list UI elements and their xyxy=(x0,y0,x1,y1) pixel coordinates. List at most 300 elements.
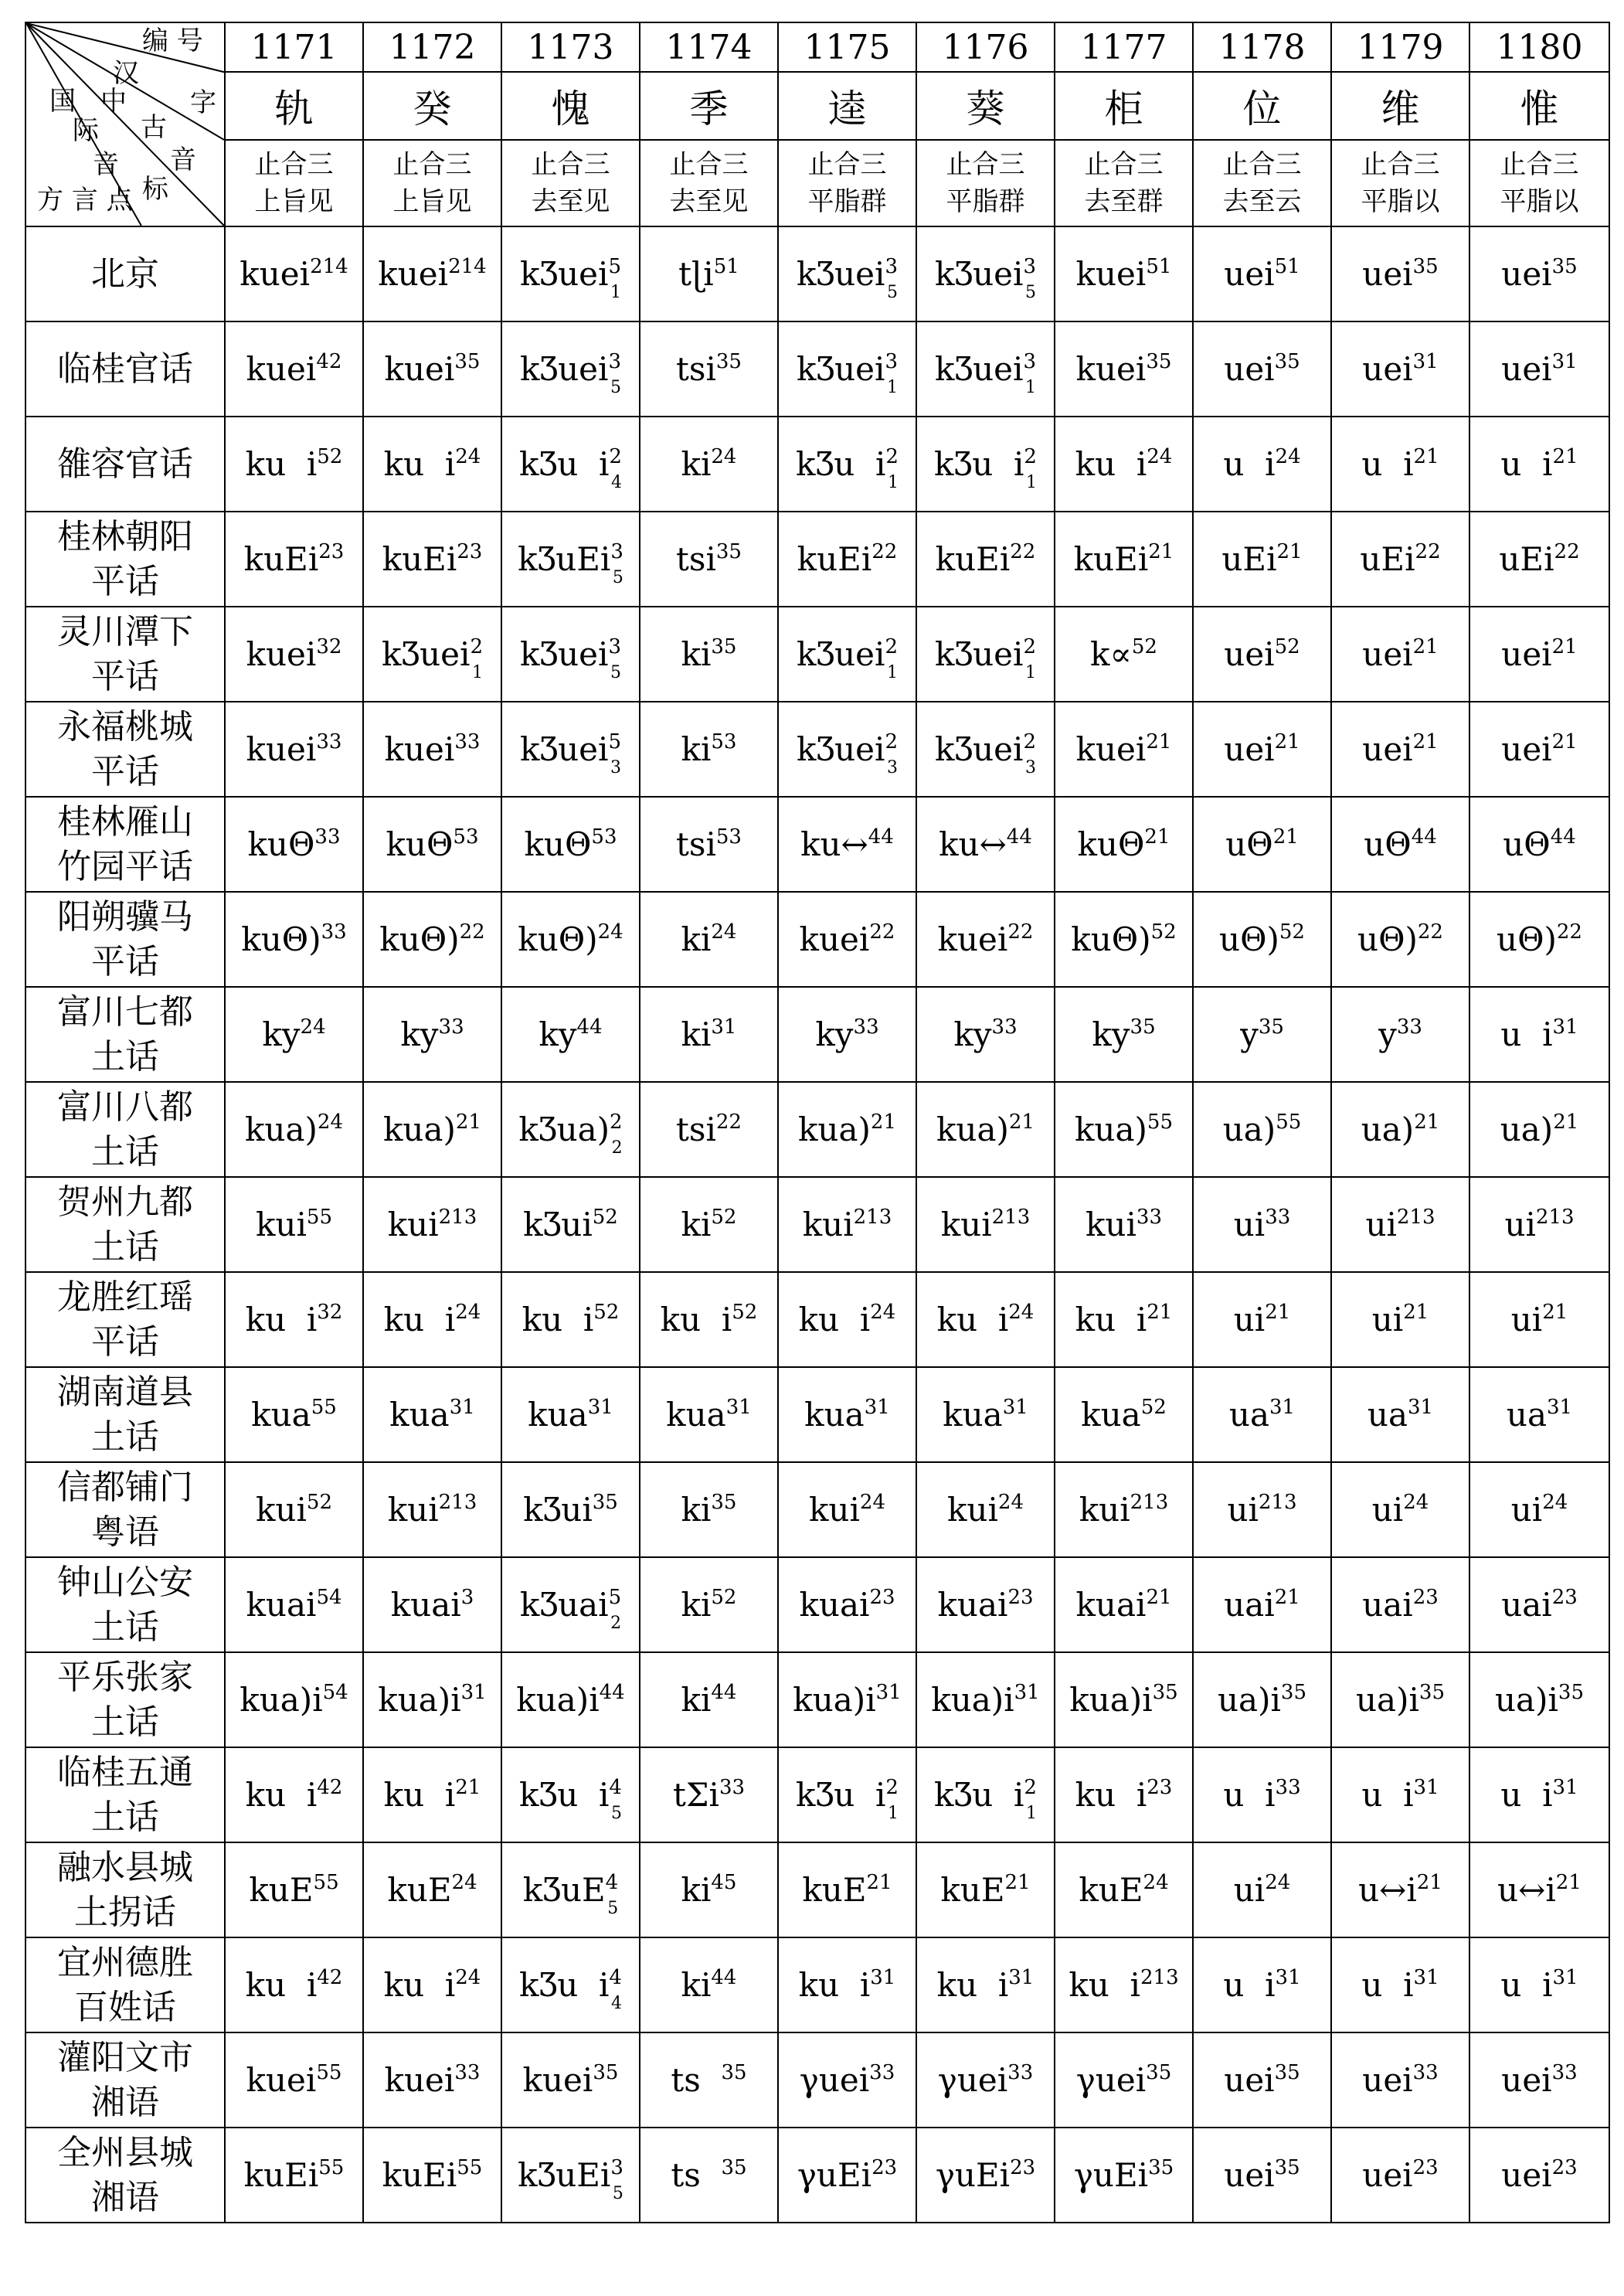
ipa-base: kuE xyxy=(802,1871,867,1909)
tone-value: 35 xyxy=(1152,1681,1178,1704)
tone-value: 42 xyxy=(317,1966,343,1989)
place-line: 土拐话 xyxy=(74,1892,176,1932)
phonetic-cell xyxy=(916,702,1055,797)
ipa-base: u i xyxy=(1500,445,1553,483)
category-line-1: 止合三 xyxy=(1222,149,1302,180)
phonetic-cell xyxy=(1469,1177,1609,1272)
phonetic-cell xyxy=(640,987,778,1082)
ipa-base: kuEi xyxy=(382,540,457,578)
ipa-base: ku i xyxy=(245,1301,318,1338)
phonetic-cell xyxy=(501,1082,640,1177)
tone-value: 55 xyxy=(457,2156,483,2179)
phonetic-cell xyxy=(363,892,501,987)
ipa-base: u i xyxy=(1223,445,1276,483)
tone-value: 35 xyxy=(715,540,742,563)
table-row xyxy=(25,1367,1609,1462)
phonetic-cell xyxy=(1331,1937,1469,2032)
ipa-base: kuΘ) xyxy=(379,920,460,958)
ipa-base: γuEi xyxy=(935,2156,1011,2194)
tone-value: 213 xyxy=(1258,1491,1297,1514)
tone-value: 23 xyxy=(1551,2156,1578,2179)
phonetic-cell xyxy=(640,512,778,607)
tone-value: 23 xyxy=(1147,1776,1173,1799)
place-line: 湘语 xyxy=(91,2177,159,2217)
phonetic-cell xyxy=(1193,1367,1331,1462)
phonetic-cell xyxy=(363,1177,501,1272)
phonetic-cell xyxy=(640,607,778,702)
phonetic-cell xyxy=(225,1747,363,1842)
column-number: 1174 xyxy=(640,22,778,72)
tone-value: 35 xyxy=(1280,1681,1306,1704)
phonetic-cell xyxy=(363,1367,501,1462)
ipa-base: kuai xyxy=(799,1586,870,1624)
ipa-base: u i xyxy=(1500,1015,1553,1053)
phonetic-cell xyxy=(778,2032,916,2128)
tone-value: 24 xyxy=(455,1301,481,1324)
ipa-base: uEi xyxy=(1499,540,1554,578)
phonetic-cell xyxy=(1469,1652,1609,1747)
tone-value: 23 xyxy=(1412,2156,1439,2179)
phonetic-cell xyxy=(225,2032,363,2128)
ipa-base: u i xyxy=(1223,1966,1276,2004)
tone-value: 24 xyxy=(997,1491,1024,1514)
corner-header xyxy=(25,22,225,226)
tone-value: 3 xyxy=(885,255,899,278)
corner-label-guo: 国 xyxy=(49,86,76,117)
tone-value: 44 xyxy=(599,1681,625,1704)
column-category xyxy=(363,140,501,226)
ipa-base: uei xyxy=(1224,730,1275,768)
phonetic-cell xyxy=(778,2128,916,2223)
table-row xyxy=(25,1842,1609,1937)
tone-value: 32 xyxy=(316,635,342,658)
phonetic-cell xyxy=(640,892,778,987)
tone-value: 21 xyxy=(1412,730,1439,753)
tone-value: 51 xyxy=(1146,255,1172,278)
phonetic-cell xyxy=(1055,2128,1193,2223)
tone-value: 35 xyxy=(1558,1681,1584,1704)
phonetic-cell xyxy=(778,1272,916,1367)
phonetic-cell xyxy=(1193,2128,1331,2223)
tone-value: 3 xyxy=(460,1586,474,1609)
place-line: 平话 xyxy=(91,751,159,791)
tone-value: 52 xyxy=(1279,920,1305,944)
phonetic-cell xyxy=(225,1462,363,1557)
place-line: 钟山公安 xyxy=(57,1562,193,1602)
corner-label-yin1: 音 xyxy=(93,149,119,180)
subscript-value: 1 xyxy=(887,473,899,492)
tone-value: 21 xyxy=(1146,730,1172,753)
place-line: 平话 xyxy=(91,656,159,696)
phonetic-cell xyxy=(1055,607,1193,702)
ipa-base: kuei xyxy=(246,350,317,388)
phonetic-cell xyxy=(501,1462,640,1557)
tone-value: 24 xyxy=(597,920,623,944)
ipa-base: uei xyxy=(1362,255,1413,293)
ipa-base: ui xyxy=(1510,1491,1543,1529)
tone-value: 44 xyxy=(1550,825,1576,849)
tone-value: 52 xyxy=(732,1301,758,1324)
phonetic-cell xyxy=(225,1652,363,1747)
phonetic-cell xyxy=(778,1367,916,1462)
ipa-base: uei xyxy=(1501,2156,1552,2194)
phonetic-cell xyxy=(778,1462,916,1557)
phonetic-cell xyxy=(225,1557,363,1652)
ipa-base: ku i xyxy=(1075,1301,1147,1338)
header-row-characters xyxy=(25,72,1609,140)
phonetic-cell xyxy=(640,1747,778,1842)
phonetic-cell xyxy=(916,2128,1055,2223)
category-line-1: 止合三 xyxy=(946,149,1025,180)
phonetic-cell xyxy=(640,1272,778,1367)
ipa-base: ky xyxy=(1092,1015,1130,1053)
phonetic-cell xyxy=(1469,702,1609,797)
corner-label-han: 汉 xyxy=(113,58,139,89)
phonetic-cell xyxy=(225,1177,363,1272)
ipa-base: ui xyxy=(1365,1206,1397,1243)
tone-value: 33 xyxy=(719,1776,746,1799)
tone-value: 24 xyxy=(1147,445,1173,468)
table-row xyxy=(25,1082,1609,1177)
ipa-base: ui xyxy=(1371,1301,1404,1338)
tone-value: 4 xyxy=(605,1871,619,1894)
tone-value: 35 xyxy=(1258,1015,1284,1039)
phonetic-cell xyxy=(778,702,916,797)
category-line-2: 平脂群 xyxy=(946,186,1025,217)
corner-label-biao: 标 xyxy=(142,174,168,205)
phonetic-cell xyxy=(916,512,1055,607)
column-number: 1177 xyxy=(1055,22,1193,72)
tone-value: 31 xyxy=(460,1681,487,1704)
phonetic-cell xyxy=(1331,987,1469,1082)
place-line: 阳朔骥马 xyxy=(57,896,193,937)
tone-value: 35 xyxy=(1274,2156,1300,2179)
column-number: 1171 xyxy=(225,22,363,72)
dialect-place xyxy=(25,797,225,892)
column-number: 1172 xyxy=(363,22,501,72)
phonetic-cell xyxy=(916,1747,1055,1842)
column-character: 愧 xyxy=(501,72,640,140)
dialect-table xyxy=(25,22,1610,2223)
column-category xyxy=(1055,140,1193,226)
subscript-value: 5 xyxy=(612,568,623,587)
phonetic-cell xyxy=(778,1557,916,1652)
tone-value: 21 xyxy=(1551,730,1578,753)
phonetic-cell xyxy=(225,1937,363,2032)
subscript-value: 1 xyxy=(610,283,622,302)
tone-value: 51 xyxy=(713,255,739,278)
ipa-base: kuE xyxy=(249,1871,314,1909)
tone-value: 35 xyxy=(715,350,742,373)
table-row xyxy=(25,2128,1609,2223)
ipa-base: kuei xyxy=(1075,255,1147,293)
corner-label-zi: 字 xyxy=(190,87,216,118)
ipa-base: uei xyxy=(1224,350,1275,388)
tone-value: 35 xyxy=(592,1491,618,1514)
tone-value: 31 xyxy=(725,1396,752,1419)
phonetic-cell xyxy=(1469,1842,1609,1937)
ipa-base: kuai xyxy=(1075,1586,1147,1624)
tone-value: 214 xyxy=(310,255,348,278)
column-number: 1176 xyxy=(916,22,1055,72)
phonetic-cell xyxy=(1469,1367,1609,1462)
tone-value: 33 xyxy=(869,2061,895,2084)
phonetic-cell xyxy=(916,892,1055,987)
ipa-base: ku i xyxy=(245,1966,318,2004)
category-line-2: 去至见 xyxy=(531,186,610,217)
subscript-value: 5 xyxy=(1025,283,1037,302)
ipa-base: kuE xyxy=(387,1871,452,1909)
ipa-base: kua xyxy=(943,1396,1003,1434)
ipa-base: u i xyxy=(1500,1776,1553,1814)
phonetic-cell xyxy=(501,797,640,892)
ipa-base: ua xyxy=(1367,1396,1408,1434)
ipa-base: ku i xyxy=(245,1776,318,1814)
phonetic-cell xyxy=(1331,321,1469,417)
ipa-base: ky xyxy=(539,1015,577,1053)
phonetic-cell xyxy=(1331,1747,1469,1842)
ipa-base: kua) xyxy=(936,1111,1009,1148)
ipa-base: ui xyxy=(1233,1871,1266,1909)
table-row xyxy=(25,1462,1609,1557)
ipa-base: uei xyxy=(1224,2061,1275,2099)
category-line-2: 上旨见 xyxy=(254,186,334,217)
phonetic-cell xyxy=(778,987,916,1082)
place-line: 贺州九都 xyxy=(57,1182,193,1222)
tone-value: 213 xyxy=(853,1206,892,1229)
phonetic-cell xyxy=(778,1747,916,1842)
ipa-base: kuEi xyxy=(935,540,1011,578)
phonetic-cell xyxy=(501,2128,640,2223)
tone-value: 5 xyxy=(608,730,622,753)
ipa-base: ui xyxy=(1233,1206,1266,1243)
phonetic-cell xyxy=(1331,1652,1469,1747)
tone-value: 24 xyxy=(317,1111,344,1134)
ipa-base: tɭi xyxy=(678,255,714,293)
tone-value: 35 xyxy=(1274,350,1300,373)
phonetic-cell xyxy=(1055,797,1193,892)
tone-value: 35 xyxy=(1146,2061,1172,2084)
subscript-value: 1 xyxy=(887,1804,899,1823)
tone-value: 21 xyxy=(1146,1586,1172,1609)
ipa-base: kua xyxy=(528,1396,588,1434)
ipa-base: uΘ xyxy=(1503,825,1551,863)
phonetic-cell xyxy=(1193,1842,1331,1937)
phonetic-cell xyxy=(1193,321,1331,417)
phonetic-cell xyxy=(1193,226,1331,321)
category-line-1: 止合三 xyxy=(254,149,334,180)
phonetic-cell xyxy=(778,797,916,892)
phonetic-cell xyxy=(363,987,501,1082)
ipa-base: tsi xyxy=(676,825,716,863)
ipa-base: kuai xyxy=(390,1586,461,1624)
tone-value: 31 xyxy=(1547,1396,1573,1419)
category-line-2: 去至云 xyxy=(1222,186,1302,217)
place-line: 平话 xyxy=(91,1321,159,1362)
phonetic-cell xyxy=(916,1367,1055,1462)
tone-value: 2 xyxy=(1023,635,1037,658)
tone-value: 22 xyxy=(1417,920,1443,944)
ipa-base: kƷuE xyxy=(522,1871,606,1909)
place-line: 湘语 xyxy=(91,2082,159,2122)
tone-value: 213 xyxy=(1396,1206,1435,1229)
ipa-base: uei xyxy=(1362,2061,1413,2099)
tone-value: 21 xyxy=(455,1111,482,1134)
phonetic-cell xyxy=(1193,702,1331,797)
dialect-place xyxy=(25,512,225,607)
phonetic-cell xyxy=(916,321,1055,417)
ipa-base: ua) xyxy=(1222,1111,1276,1148)
phonetic-cell xyxy=(1331,512,1469,607)
phonetic-cell xyxy=(640,1557,778,1652)
tone-value: 55 xyxy=(318,2156,345,2179)
category-line-2: 平脂群 xyxy=(807,186,887,217)
ipa-base: kuΘ xyxy=(524,825,592,863)
tone-value: 21 xyxy=(1274,730,1300,753)
ipa-base: kƷu i xyxy=(519,1966,610,2004)
phonetic-cell xyxy=(225,797,363,892)
place-line: 临桂五通 xyxy=(57,1752,193,1792)
phonetic-cell xyxy=(640,1177,778,1272)
phonetic-cell xyxy=(640,1842,778,1937)
ipa-base: kuei xyxy=(246,635,317,673)
phonetic-cell xyxy=(1055,2032,1193,2128)
tone-value: 44 xyxy=(868,825,894,849)
phonetic-cell xyxy=(501,1652,640,1747)
ipa-base: tΣi xyxy=(672,1776,719,1814)
corner-label-fangyandian: 方 言 点 xyxy=(37,185,133,216)
column-number: 1178 xyxy=(1193,22,1331,72)
dialect-place xyxy=(25,1747,225,1842)
phonetic-cell xyxy=(363,226,501,321)
tone-value: 5 xyxy=(608,1586,622,1609)
phonetic-cell xyxy=(1055,1082,1193,1177)
ipa-base: kƷuei xyxy=(796,350,885,388)
tone-value: 21 xyxy=(1551,635,1578,658)
tone-value: 31 xyxy=(1552,1015,1578,1039)
column-character: 葵 xyxy=(916,72,1055,140)
ipa-base: ku i xyxy=(1075,1776,1147,1814)
tone-value: 213 xyxy=(1140,1966,1179,1989)
phonetic-cell xyxy=(1055,1177,1193,1272)
ipa-base: uei xyxy=(1501,2061,1552,2099)
phonetic-cell xyxy=(1331,1462,1469,1557)
ipa-base: kuΘ) xyxy=(1071,920,1151,958)
ipa-base: uei xyxy=(1501,255,1552,293)
phonetic-cell xyxy=(363,1652,501,1747)
phonetic-cell xyxy=(363,607,501,702)
phonetic-cell xyxy=(1469,2128,1609,2223)
tone-value: 24 xyxy=(1143,1871,1169,1894)
ipa-base: kuΘ xyxy=(386,825,454,863)
ipa-base: kui xyxy=(255,1206,307,1243)
place-line: 桂林雁山 xyxy=(57,801,193,842)
tone-value: 3 xyxy=(885,350,899,373)
tone-value: 35 xyxy=(593,2061,619,2084)
tone-value: 24 xyxy=(455,1966,481,1989)
ipa-base: kua xyxy=(666,1396,726,1434)
tone-value: 35 xyxy=(1130,1015,1156,1039)
ipa-base: uei xyxy=(1362,635,1413,673)
ipa-base: ua)i xyxy=(1494,1681,1558,1719)
tone-value: 214 xyxy=(448,255,487,278)
subscript-value: 5 xyxy=(610,378,622,397)
ipa-base: ku i xyxy=(1069,1966,1140,2004)
ipa-base: uei xyxy=(1501,635,1552,673)
ipa-base: kuei xyxy=(378,255,449,293)
subscript-value: 1 xyxy=(887,378,899,397)
phonetic-cell xyxy=(916,797,1055,892)
dialect-place xyxy=(25,2128,225,2223)
table-row xyxy=(25,2032,1609,2128)
place-line: 平话 xyxy=(91,561,159,601)
ipa-base: y xyxy=(1240,1015,1259,1053)
phonetic-cell xyxy=(1055,1842,1193,1937)
phonetic-cell xyxy=(363,1082,501,1177)
column-character: 癸 xyxy=(363,72,501,140)
ipa-base: ui xyxy=(1233,1301,1266,1338)
tone-value: 23 xyxy=(1551,1586,1578,1609)
table-row xyxy=(25,226,1609,321)
ipa-base: ts xyxy=(671,2061,722,2099)
phonetic-cell xyxy=(1331,1842,1469,1937)
subscript-value: 5 xyxy=(610,663,622,682)
phonetic-cell xyxy=(225,892,363,987)
phonetic-cell xyxy=(640,417,778,512)
dialect-place xyxy=(25,417,225,512)
tone-value: 24 xyxy=(711,920,737,944)
ipa-base: kƷuei xyxy=(519,730,609,768)
phonetic-cell xyxy=(1055,512,1193,607)
ipa-base: ua) xyxy=(1361,1111,1415,1148)
ipa-base: kƷuEi xyxy=(518,2156,611,2194)
table-row xyxy=(25,1937,1609,2032)
tone-value: 2 xyxy=(470,635,484,658)
tone-value: 24 xyxy=(711,445,737,468)
ipa-base: kuΘ) xyxy=(241,920,321,958)
ipa-base: kuEi xyxy=(243,540,319,578)
tone-value: 52 xyxy=(1150,920,1177,944)
column-category xyxy=(916,140,1055,226)
tone-value: 22 xyxy=(1415,540,1441,563)
ipa-base: uei xyxy=(1501,730,1552,768)
tone-value: 52 xyxy=(1140,1396,1167,1419)
phonetic-cell xyxy=(1469,987,1609,1082)
ipa-base: uei xyxy=(1224,255,1275,293)
ipa-base: kua xyxy=(1081,1396,1141,1434)
phonetic-cell xyxy=(1055,1652,1193,1747)
table-row xyxy=(25,1747,1609,1842)
tone-value: 33 xyxy=(438,1015,464,1039)
dialect-place xyxy=(25,1557,225,1652)
category-line-2: 上旨见 xyxy=(392,186,472,217)
ipa-base: uei xyxy=(1224,635,1275,673)
phonetic-cell xyxy=(1055,417,1193,512)
ipa-base: k∝ xyxy=(1090,635,1132,673)
tone-value: 24 xyxy=(451,1871,477,1894)
tone-value: 2 xyxy=(885,635,899,658)
tone-value: 5 xyxy=(608,255,622,278)
phonetic-cell xyxy=(501,226,640,321)
column-character: 逵 xyxy=(778,72,916,140)
tone-value: 23 xyxy=(1010,2156,1036,2179)
tone-value: 22 xyxy=(871,540,898,563)
subscript-value: 4 xyxy=(610,473,622,492)
phonetic-cell xyxy=(778,1842,916,1937)
ipa-base: kuei xyxy=(799,920,870,958)
tone-value: 21 xyxy=(1004,1871,1031,1894)
tone-value: 24 xyxy=(1542,1491,1568,1514)
